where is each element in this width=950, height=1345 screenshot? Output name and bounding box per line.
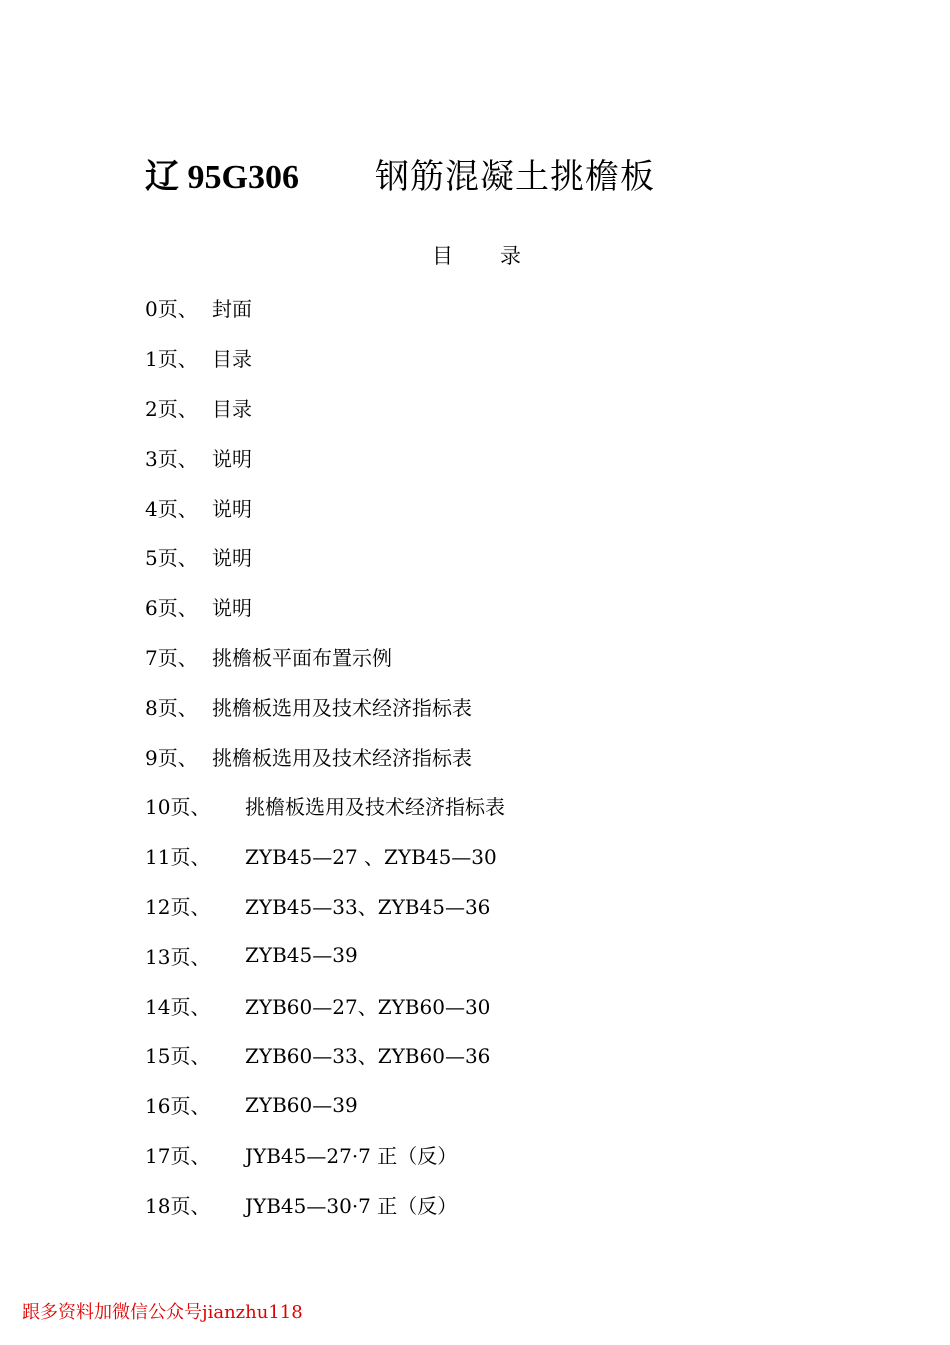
toc-entry-title: 说明 — [212, 596, 252, 621]
toc-page-number: 12页、 — [145, 894, 211, 919]
toc-page-number: 7页、 — [145, 645, 198, 670]
toc-item — [145, 1080, 505, 1130]
toc-page-number: 9页、 — [145, 745, 198, 770]
toc-entry-title: 说明 — [212, 496, 252, 521]
toc-page-number: 4页、 — [145, 496, 198, 521]
toc-item — [145, 1179, 505, 1229]
toc-page-number: 15页、 — [145, 1044, 211, 1069]
toc-entry-title: 目录 — [212, 396, 252, 421]
toc-entry-title: JYB45—27·7 正（反） — [245, 1143, 458, 1168]
toc-item — [145, 781, 505, 831]
toc-item — [145, 681, 505, 731]
toc-page-number: 16页、 — [145, 1094, 211, 1119]
toc-item — [145, 881, 505, 931]
toc-item — [145, 383, 505, 433]
toc-entry-title: ZYB45—39 — [245, 943, 358, 968]
footer-note: 跟多资料加微信公众号jianzhu118 — [22, 1302, 303, 1323]
toc-page-number: 5页、 — [145, 546, 198, 571]
toc-entry-title: ZYB60—39 — [245, 1092, 358, 1117]
toc-entry-title: JYB45—30·7 正（反） — [245, 1193, 458, 1218]
toc-item — [145, 1130, 505, 1180]
toc-page-number: 3页、 — [145, 446, 198, 471]
toc-entry-title: 说明 — [212, 446, 252, 471]
toc-page-number: 10页、 — [145, 795, 211, 820]
toc-page-number: 13页、 — [145, 944, 211, 969]
toc-item — [145, 532, 505, 582]
toc-entry-title: ZYB45—27 、ZYB45—30 — [245, 845, 497, 870]
toc-item — [145, 831, 505, 881]
toc-entry-title: ZYB45—33、ZYB45—36 — [245, 894, 491, 919]
toc-page-number: 1页、 — [145, 347, 198, 372]
toc-page-number: 14页、 — [145, 994, 211, 1019]
toc-item — [145, 632, 505, 682]
toc-item — [145, 333, 505, 383]
toc-entry-title: ZYB60—33、ZYB60—36 — [245, 1044, 491, 1069]
table-of-contents — [145, 283, 505, 1229]
toc-entry-title: ZYB60—27、ZYB60—30 — [245, 994, 491, 1019]
document-title: 钢筋混凝土挑檐板 — [375, 156, 655, 197]
toc-entry-title: 挑檐板选用及技术经济指标表 — [212, 745, 472, 770]
toc-item — [145, 731, 505, 781]
toc-entry-title: 说明 — [212, 546, 252, 571]
toc-entry-title: 封面 — [212, 297, 252, 322]
toc-page-number: 17页、 — [145, 1143, 211, 1168]
toc-item — [145, 432, 505, 482]
title-row — [145, 148, 655, 198]
toc-item — [145, 930, 505, 980]
toc-page-number: 8页、 — [145, 695, 198, 720]
toc-entry-title: 挑檐板选用及技术经济指标表 — [212, 695, 472, 720]
toc-entry-title: 挑檐板平面布置示例 — [212, 645, 392, 670]
toc-page-number: 11页、 — [145, 845, 211, 870]
toc-item — [145, 582, 505, 632]
toc-item — [145, 283, 505, 333]
toc-page-number: 6页、 — [145, 596, 198, 621]
document-code: 辽 95G306 — [145, 158, 299, 196]
toc-item — [145, 482, 505, 532]
toc-entry-title: 目录 — [212, 347, 252, 372]
toc-item — [145, 980, 505, 1030]
toc-item — [145, 1030, 505, 1080]
toc-page-number: 0页、 — [145, 297, 198, 322]
toc-page-number: 18页、 — [145, 1193, 211, 1218]
toc-heading: 目 录 — [432, 244, 523, 268]
toc-entry-title: 挑檐板选用及技术经济指标表 — [245, 795, 505, 820]
toc-page-number: 2页、 — [145, 396, 198, 421]
